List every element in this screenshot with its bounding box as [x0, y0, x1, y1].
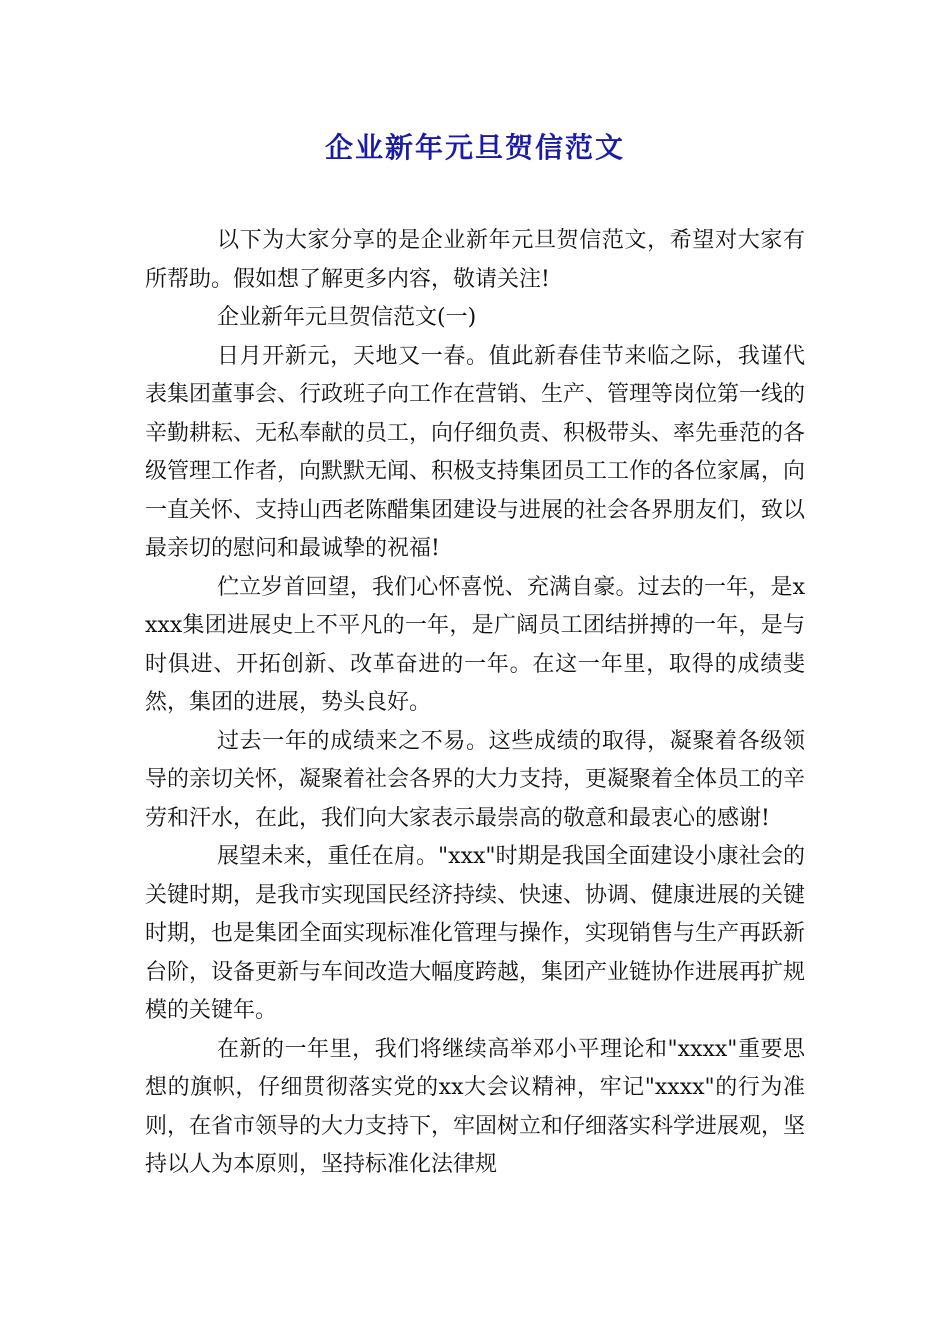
document-body: [145, 222, 805, 1185]
paragraph-review: 伫立岁首回望，我们心怀喜悦、充满自豪。过去的一年，是xxxx集团进展史上不平凡的一年，是广阔员工团结拼搏的一年，是与时俱进、开拓创新、改革奋进的一年。在这一年里，取得的成绩斐然，集团的进展，势头良好。: [145, 574, 805, 715]
paragraph-thanks: 过去一年的成绩来之不易。这些成绩的取得，凝聚着各级领导的亲切关怀，凝聚着社会各界的大力支持，更凝聚着全体员工的辛劳和汗水，在此，我们向大家表示最崇高的敬意和最衷心的感谢!: [145, 728, 806, 831]
paragraph-plan: 在新的一年里，我们将继续高举邓小平理论和"xxxx"重要思想的旗帜，仔细贯彻落实党的xx大会议精神，牢记"xxxx"的行为准则，在省市领导的大力支持下，牢固树立和仔细落实科学进展观，坚持以人为本原则，坚持标准化法律规: [145, 1036, 806, 1177]
document-title: 企业新年元旦贺信范文: [324, 131, 625, 164]
paragraph-subheading: 企业新年元旦贺信范文(一): [217, 305, 477, 330]
paragraph-intro: 以下为大家分享的是企业新年元旦贺信范文，希望对大家有所帮助。假如想了解更多内容，敬请关注!: [145, 228, 805, 292]
paragraph-greeting: 日月开新元，天地又一春。值此新春佳节来临之际，我谨代表集团董事会、行政班子向工作在营销、生产、管理等岗位第一线的辛勤耕耘、无私奉献的员工，向仔细负责、积极带头、率先垂范的各级管理工作者，向默默无闻、积极支持集团员工工作的各位家属，向一直关怀、支持山西老陈醋集团建设与进展的社会各界朋友们，致以最亲切的慰问和最诚挚的祝福!: [145, 343, 806, 561]
paragraph-outlook: 展望未来，重任在肩。"xxx"时期是我国全面建设小康社会的关键时期，是我市实现国民经济持续、快速、协调、健康进展的关键时期，也是集团全面实现标准化管理与操作，实现销售与生产再跃新台阶，设备更新与车间改造大幅度跨越，集团产业链协作进展再扩规模的关键年。: [145, 844, 806, 1023]
